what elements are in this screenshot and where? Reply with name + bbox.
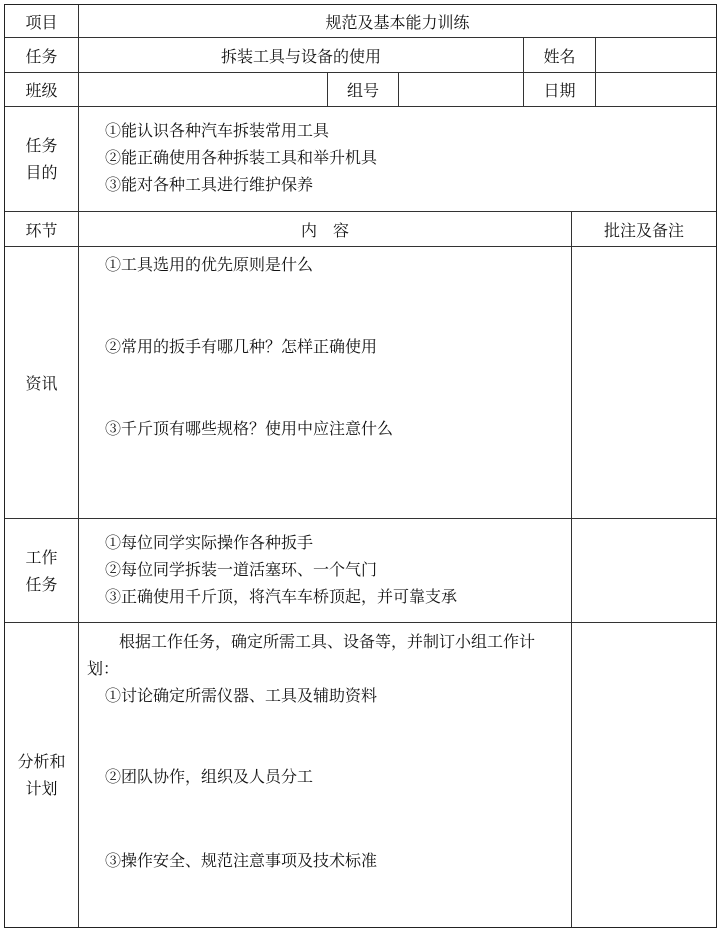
objective-label (5, 107, 78, 211)
plan-label (5, 623, 78, 927)
task-title: 拆装工具与设备的使用 (220, 46, 381, 66)
plan-item: ③操作安全、规范注意事项及技术标准 (105, 851, 378, 870)
objective-label-line: 目的 (25, 163, 58, 182)
project-title: 规范及基本能力训练 (325, 12, 470, 32)
name-label: 姓名 (543, 46, 576, 66)
plan-item: ①讨论确定所需仪器、工具及辅助资料 (105, 686, 378, 705)
task-form-table (4, 4, 717, 928)
work-label (5, 519, 78, 622)
plan-item: ②团队协作，组织及人员分工 (105, 767, 314, 786)
row-divider (5, 106, 716, 107)
column-divider (78, 5, 79, 927)
info-question: ①工具选用的优先原则是什么 (105, 255, 314, 274)
task-label: 任务 (25, 46, 58, 66)
plan-intro: 根据工作任务，确定所需工具、设备等，并制订小组工作计划： (87, 632, 536, 678)
stage-column-header: 环节 (25, 220, 58, 240)
class-label: 班级 (25, 81, 58, 100)
group-field[interactable] (399, 73, 523, 106)
class-field[interactable] (79, 73, 327, 106)
info-label: 资讯 (25, 374, 58, 393)
name-field[interactable] (596, 38, 716, 72)
objective-list (105, 117, 565, 198)
work-task-item: ③正确使用千斤顶，将汽车车桥顶起，并可靠支承 (105, 587, 458, 606)
plan-label-line: 计划 (25, 779, 58, 798)
content-column-header: 内 容 (300, 220, 349, 240)
work-task-item: ①每位同学实际操作各种扳手 (105, 533, 314, 552)
date-field[interactable] (596, 73, 716, 106)
info-question: ②常用的扳手有哪几种？怎样正确使用 (105, 337, 378, 356)
work-remarks-cell[interactable] (572, 519, 716, 622)
date-label: 日期 (543, 81, 576, 100)
objective-item: ①能认识各种汽车拆装常用工具 (105, 121, 330, 140)
plan-label-line: 分析和 (17, 752, 66, 771)
work-task-list (105, 529, 565, 610)
info-question: ③千斤顶有哪些规格？使用中应注意什么 (105, 419, 394, 438)
plan-remarks-cell[interactable] (572, 623, 716, 927)
group-label: 组号 (346, 81, 379, 100)
work-label-line: 工作 (25, 547, 58, 567)
project-label: 项目 (25, 12, 58, 32)
plan-intro-block (87, 628, 565, 709)
objective-item: ③能对各种工具进行维护保养 (105, 175, 314, 194)
work-task-item: ②每位同学拆装一道活塞环、一个气门 (105, 560, 378, 579)
work-label-line: 任务 (25, 574, 58, 594)
remarks-column-header: 批注及备注 (603, 220, 684, 240)
info-remarks-cell[interactable] (572, 247, 716, 518)
objective-label-line: 任务 (25, 136, 58, 155)
objective-item: ②能正确使用各种拆装工具和举升机具 (105, 148, 378, 167)
